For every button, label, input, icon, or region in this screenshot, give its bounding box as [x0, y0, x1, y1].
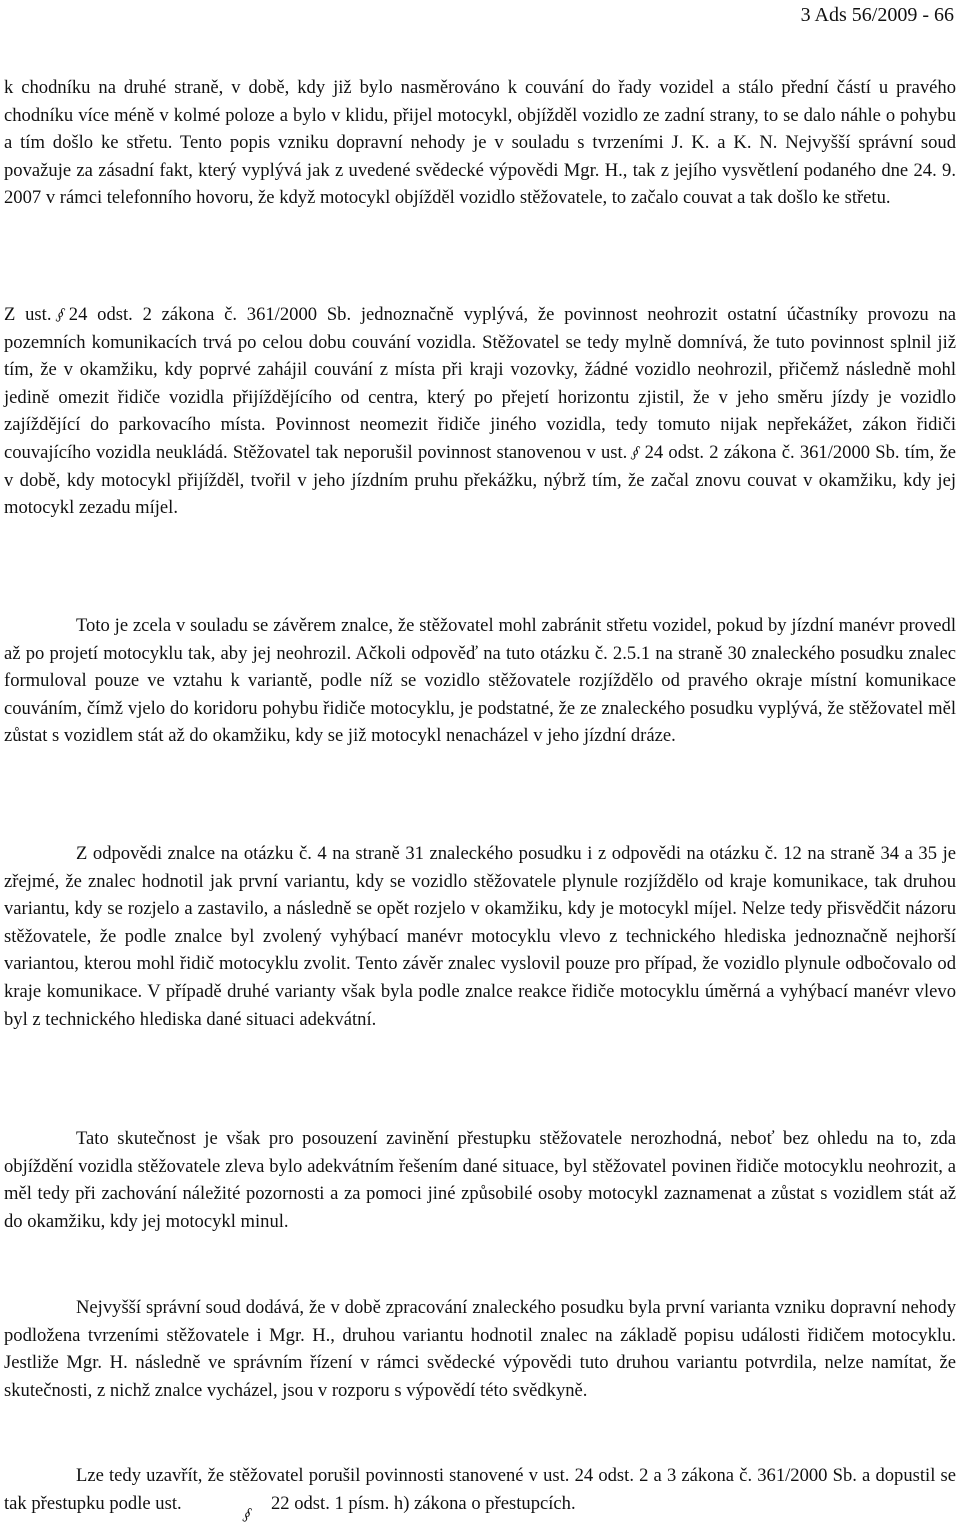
section-sign-icon: [182, 1493, 271, 1514]
paragraph-2-text-c: 24 odst. 2 zákona č. 361/2000 Sb. tím, že v době, kdy motocykl přijížděl, tvořil v jeho jízdním pruhu překážku, nýbrž tím, že začal znovu couvat v okamžiku, kdy jej motocykl zezadu míjel.: [4, 441, 956, 519]
paragraph-7-text-a: Lze tedy uzavřít, že stěžovatel porušil povinnosti stanovené v ust. 24 odst. 2 a 3 zákona č. 361/2000 Sb. a dopustil se tak přestupku podle ust.: [4, 1465, 956, 1514]
paragraph-1-text: k chodníku na druhé straně, v době, kdy již bylo nasměrováno k couvání do řady vozidel a stálo přední částí u pravého chodníku více méně v kolmé poloze a bylo v klidu, přijel motocykl, objížděl vozidlo ze zadní strany, to se dalo náhle o pohybu a tím došlo ke střetu. Tento popis vzniku dopravní nehody je v souladu s tvrzeními J. K. a K. N. Nejvyšší správní soud považuje za zásadní fakt, který vyplývá jak z uvedené svědecké výpovědi Mgr. H., tak z jejího vysvětlení podaného dne 24. 9. 2007 v rámci telefonního hovoru, že když motocykl objížděl vozidlo stěžovatele, to začalo couvat a tak došlo ke střetu.: [4, 77, 956, 209]
paragraph-3: [4, 612, 956, 750]
section-sign-icon: [627, 442, 644, 463]
paragraph-5-text: Tato skutečnost je však pro posouzení zavinění přestupku stěžovatele nerozhodná, neboť bez ohledu na to, zda objíždění vozidla stěžovatele zleva bylo adekvátním řešením dané situace, byl stěžovatel povinen řidiče motocyklu neohrozit, a měl tedy při zachování náležité pozornosti a za pomoci jiné způsobilé osoby motocykl zaznamenat a zůstat s vozidlem stát až do okamžiku, kdy jej motocykl minul.: [4, 1128, 956, 1232]
document-page: [4, 0, 956, 1521]
paragraph-2-text-b: 24 odst. 2 zákona č. 361/2000 Sb. jednoznačně vyplývá, že povinnost neohrozit ostatní účastníky provozu na pozemních komunikacích trvá po celou dobu couvání vozidla. Stěžovatel se tedy mylně domnívá, že tuto povinnost splnil již tím, že v okamžiku, kdy poprvé zahájil couvání z místa při kraji vozovky, žádné vozidlo neohrozil, přičemž následně mohl jedině omezit řidiče vozidla přijíždějícího od centra, který po přejetí horizontu zjistil, že v jeho směru jízdy je vozidlo zajíždějící do parkovacího místa. Povinnost neomezit řidiče jiného vozidla, tedy tomuto nijak nepřekážet, zákon řidiči couvajícího vozidla neukládá. Stěžovatel tak neporušil povinnost stanovenou v ust.: [4, 304, 957, 463]
case-reference-header: 3 Ads 56/2009 - 66: [800, 4, 954, 26]
paragraph-7: [4, 1462, 956, 1517]
paragraph-6-text: Nejvyšší správní soud dodává, že v době zpracování znaleckého posudku byla první varianta vzniku dopravní nehody podložena tvrzeními stěžovatele i Mgr. H., druhou variantu hodnotil znalec na základě popisu události řidičem motocyklu. Jestliže Mgr. H. následně ve správním řízení v rámci svědecké výpovědi tuto druhou variantu potvrdila, nelze namítat, že skutečnosti, z nichž znalce vycházel, jsou v rozporu s výpovědí této svědkyně.: [4, 1297, 956, 1401]
paragraph-6: [4, 1294, 956, 1404]
paragraph-4: [4, 840, 956, 1033]
paragraph-2: [4, 301, 956, 522]
section-sign-icon: [52, 304, 69, 325]
paragraph-4-text: Z odpovědi znalce na otázku č. 4 na straně 31 znaleckého posudku i z odpovědi na otázku č. 12 na straně 34 a 35 je zřejmé, že znalec hodnotil jak první variantu, kdy se vozidlo stěžovatele plynule rozjíždělo od kraje komunikace, tak druhou variantu, kdy se rozjelo a zastavilo, a následně se opět rozjelo v okamžiku, kdy je motocykl míjel. Nelze tedy přisvědčit názoru stěžovatele, že podle znalce byl zvolený vyhýbací manévr motocyklu vlevo z technického hlediska jednoznačně nejhorší variantou, kterou mohl řidič motocyklu zvolit. Tento závěr znalec vyslovil pouze pro případ, že vozidlo plynule odbočovalo od kraje komunikace. V případě druhé varianty však byla podle znalce reakce řidiče motocyklu úměrná a vyhýbací manévr vlevo byl z technického hlediska dané situaci adekvátní.: [4, 843, 956, 1030]
paragraph-3-text: Toto je zcela v souladu se závěrem znalce, že stěžovatel mohl zabránit střetu vozidel, pokud by jízdní manévr provedl až po projetí motocyklu tak, aby jej neohrozil. Ačkoli odpověď na tuto otázku č. 2.5.1 na straně 30 znaleckého posudku znalec formuloval pouze ve vztahu k variantě, podle níž se vozidlo stěžovatele rozjíždělo od pravého okraje místní komunikace couváním, čímž vjelo do koridoru pohybu řidiče motocyklu, je podstatné, že ze znaleckého posudku vyplývá, že stěžovatel měl zůstat s vozidlem stát až do okamžiku, kdy se již motocykl nenacházel v jeho jízdní dráze.: [4, 615, 956, 747]
paragraph-2-text-a: Z ust.: [4, 304, 52, 325]
paragraph-1: [4, 74, 956, 212]
paragraph-7-text-b: 22 odst. 1 písm. h) zákona o přestupcích.: [270, 1492, 576, 1514]
paragraph-5: [4, 1125, 956, 1235]
